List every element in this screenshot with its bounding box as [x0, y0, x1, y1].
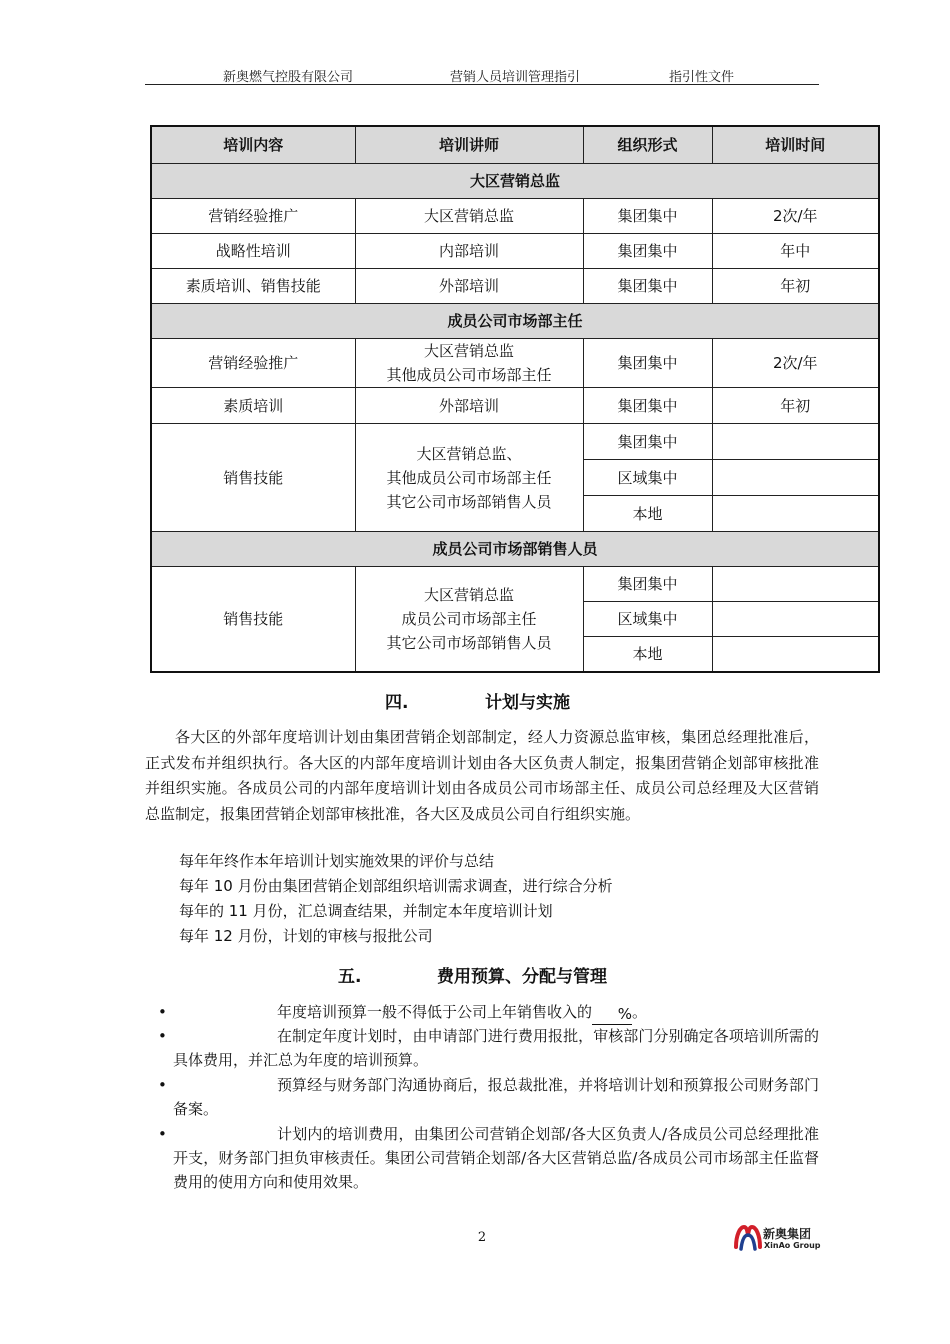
bullet-text: 预算经与财务部门沟通协商后，报总裁批准，并将培训计划和预算报公司财务部门备案。	[173, 1076, 819, 1118]
cell-lecturer: 外部培训	[355, 388, 583, 424]
lecturer-line: 大区营销总监	[423, 342, 514, 360]
section-5-heading	[338, 962, 658, 986]
table-row	[151, 234, 879, 269]
cell-form: 集团集中	[583, 269, 712, 304]
cell-form: 集团集中	[583, 424, 712, 460]
cell-form: 集团集中	[583, 388, 712, 424]
table-row	[151, 388, 879, 424]
cell-lecturer: 内部培训	[355, 234, 583, 269]
table-row	[151, 269, 879, 304]
cell-time	[712, 424, 879, 460]
section-number: 五.	[338, 967, 362, 987]
bullet-text-end: 。	[632, 1003, 648, 1021]
header-doc-title: 营销人员培训管理指引	[450, 70, 581, 85]
plan-paragraph: 各大区的外部年度培训计划由集团营销企划部制定，经人力资源总监审核，集团总经理批准后，正式发布并组织执行。各大区的内部年度培训计划由各大区负责人制定，报集团营销企划部审核批准并组织实施。各成员公司的内部年度培训计划由各成员公司市场部主任、成员公司总经理及大区营销总监制定，报集团营销企划部审核批准，各大区及成员公司自行组织实施。	[145, 728, 819, 823]
cell-lecturer	[355, 567, 583, 673]
percent-blank	[592, 1000, 632, 1025]
cell-time	[712, 460, 879, 496]
table-row	[151, 567, 879, 602]
col-header-lecturer: 培训讲师	[355, 126, 583, 164]
cell-time	[712, 602, 879, 637]
cell-form: 集团集中	[583, 567, 712, 602]
section-4-heading	[385, 688, 645, 712]
bullet-text-main: 年度培训预算一般不得低于公司上年销售收入的	[277, 1003, 593, 1021]
lecturer-line: 其他成员公司市场部主任	[386, 468, 552, 487]
cell-form: 集团集中	[583, 199, 712, 234]
cell-time	[712, 637, 879, 673]
cell-form: 区域集中	[583, 602, 712, 637]
cell-content: 营销经验推广	[151, 339, 355, 388]
plan-line: 每年年终作本年培训计划实施效果的评价与总结	[179, 852, 495, 870]
bullet-dot: •	[158, 1027, 167, 1045]
lecturer-line: 其它公司市场部销售人员	[386, 492, 552, 511]
table-row	[151, 199, 879, 234]
cell-content: 素质培训、销售技能	[151, 269, 355, 304]
table-header-row	[151, 126, 879, 164]
section-title: 计划与实施	[485, 693, 570, 713]
cell-lecturer: 外部培训	[355, 269, 583, 304]
col-header-form: 组织形式	[583, 126, 712, 164]
cell-form: 区域集中	[583, 460, 712, 496]
cell-form: 集团集中	[583, 234, 712, 269]
xinao-logo-icon	[733, 1223, 763, 1253]
cell-form: 本地	[583, 637, 712, 673]
header-doc-type: 指引性文件	[669, 70, 735, 85]
cell-time: 2次/年	[712, 199, 879, 234]
page-number: 2	[477, 1230, 487, 1245]
table-row	[151, 339, 879, 388]
bullet-text	[173, 1000, 819, 1025]
bullet-dot: •	[158, 1125, 167, 1143]
cell-time	[712, 496, 879, 532]
plan-line: 每年 10 月份由集团营销企划部组织培训需求调查，进行综合分析	[179, 877, 613, 895]
lecturer-line: 大区营销总监	[423, 586, 514, 604]
table-row	[151, 424, 879, 460]
logo-text-cn: 新奥集团	[763, 1227, 812, 1241]
cell-time: 2次/年	[712, 339, 879, 388]
cell-content: 销售技能	[151, 567, 355, 673]
bullet-text: 计划内的培训费用，由集团公司营销企划部/各大区负责人/各成员公司总经理批准开支，财务部门担负审核责任。集团公司营销企划部/各大区营销总监/各成员公司市场部主任监督费用的使用方向和使用效果。	[173, 1125, 819, 1191]
cell-lecturer	[355, 339, 583, 388]
lecturer-line: 大区营销总监、	[416, 444, 522, 463]
cell-form: 集团集中	[583, 339, 712, 388]
budget-bullet	[145, 1073, 819, 1121]
lecturer-line: 其他成员公司市场部主任	[386, 366, 552, 384]
cell-time: 年中	[712, 234, 879, 269]
cell-content: 战略性培训	[151, 234, 355, 269]
cell-content: 营销经验推广	[151, 199, 355, 234]
section-title-regional-director: 大区营销总监	[151, 164, 879, 199]
lecturer-line: 其它公司市场部销售人员	[386, 634, 552, 652]
budget-bullet	[145, 1024, 819, 1072]
section-title-member-sales-staff: 成员公司市场部销售人员	[151, 532, 879, 567]
header-company: 新奥燃气控股有限公司	[223, 70, 354, 85]
col-header-content: 培训内容	[151, 126, 355, 164]
cell-lecturer: 大区营销总监	[355, 199, 583, 234]
section-title-member-marketing-director: 成员公司市场部主任	[151, 304, 879, 339]
logo-text-en: XinAo Group	[764, 1241, 821, 1250]
cell-form: 本地	[583, 496, 712, 532]
budget-bullet	[145, 1122, 819, 1194]
lecturer-line: 成员公司市场部主任	[401, 610, 537, 628]
cell-time: 年初	[712, 388, 879, 424]
bullet-dot: •	[158, 1003, 167, 1021]
bullet-dot: •	[158, 1076, 167, 1094]
percent-sign: %	[617, 1005, 633, 1023]
cell-time: 年初	[712, 269, 879, 304]
col-header-time: 培训时间	[712, 126, 879, 164]
cell-content: 素质培训	[151, 388, 355, 424]
section-row	[151, 304, 879, 339]
cell-lecturer	[355, 424, 583, 532]
page-header	[145, 62, 819, 85]
plan-line: 每年的 11 月份，汇总调查结果，并制定本年度培训计划	[179, 902, 553, 920]
section-number: 四.	[385, 693, 409, 713]
section-title: 费用预算、分配与管理	[437, 967, 607, 987]
cell-time	[712, 567, 879, 602]
training-table	[150, 125, 880, 673]
plan-line: 每年 12 月份，计划的审核与报批公司	[179, 927, 433, 945]
bullet-text: 在制定年度计划时，由申请部门进行费用报批，审核部门分别确定各项培训所需的具体费用，并汇总为年度的培训预算。	[173, 1027, 819, 1069]
xinao-logo	[733, 1223, 823, 1257]
budget-bullet	[145, 1000, 819, 1025]
cell-content: 销售技能	[151, 424, 355, 532]
section-row	[151, 164, 879, 199]
section-row	[151, 532, 879, 567]
